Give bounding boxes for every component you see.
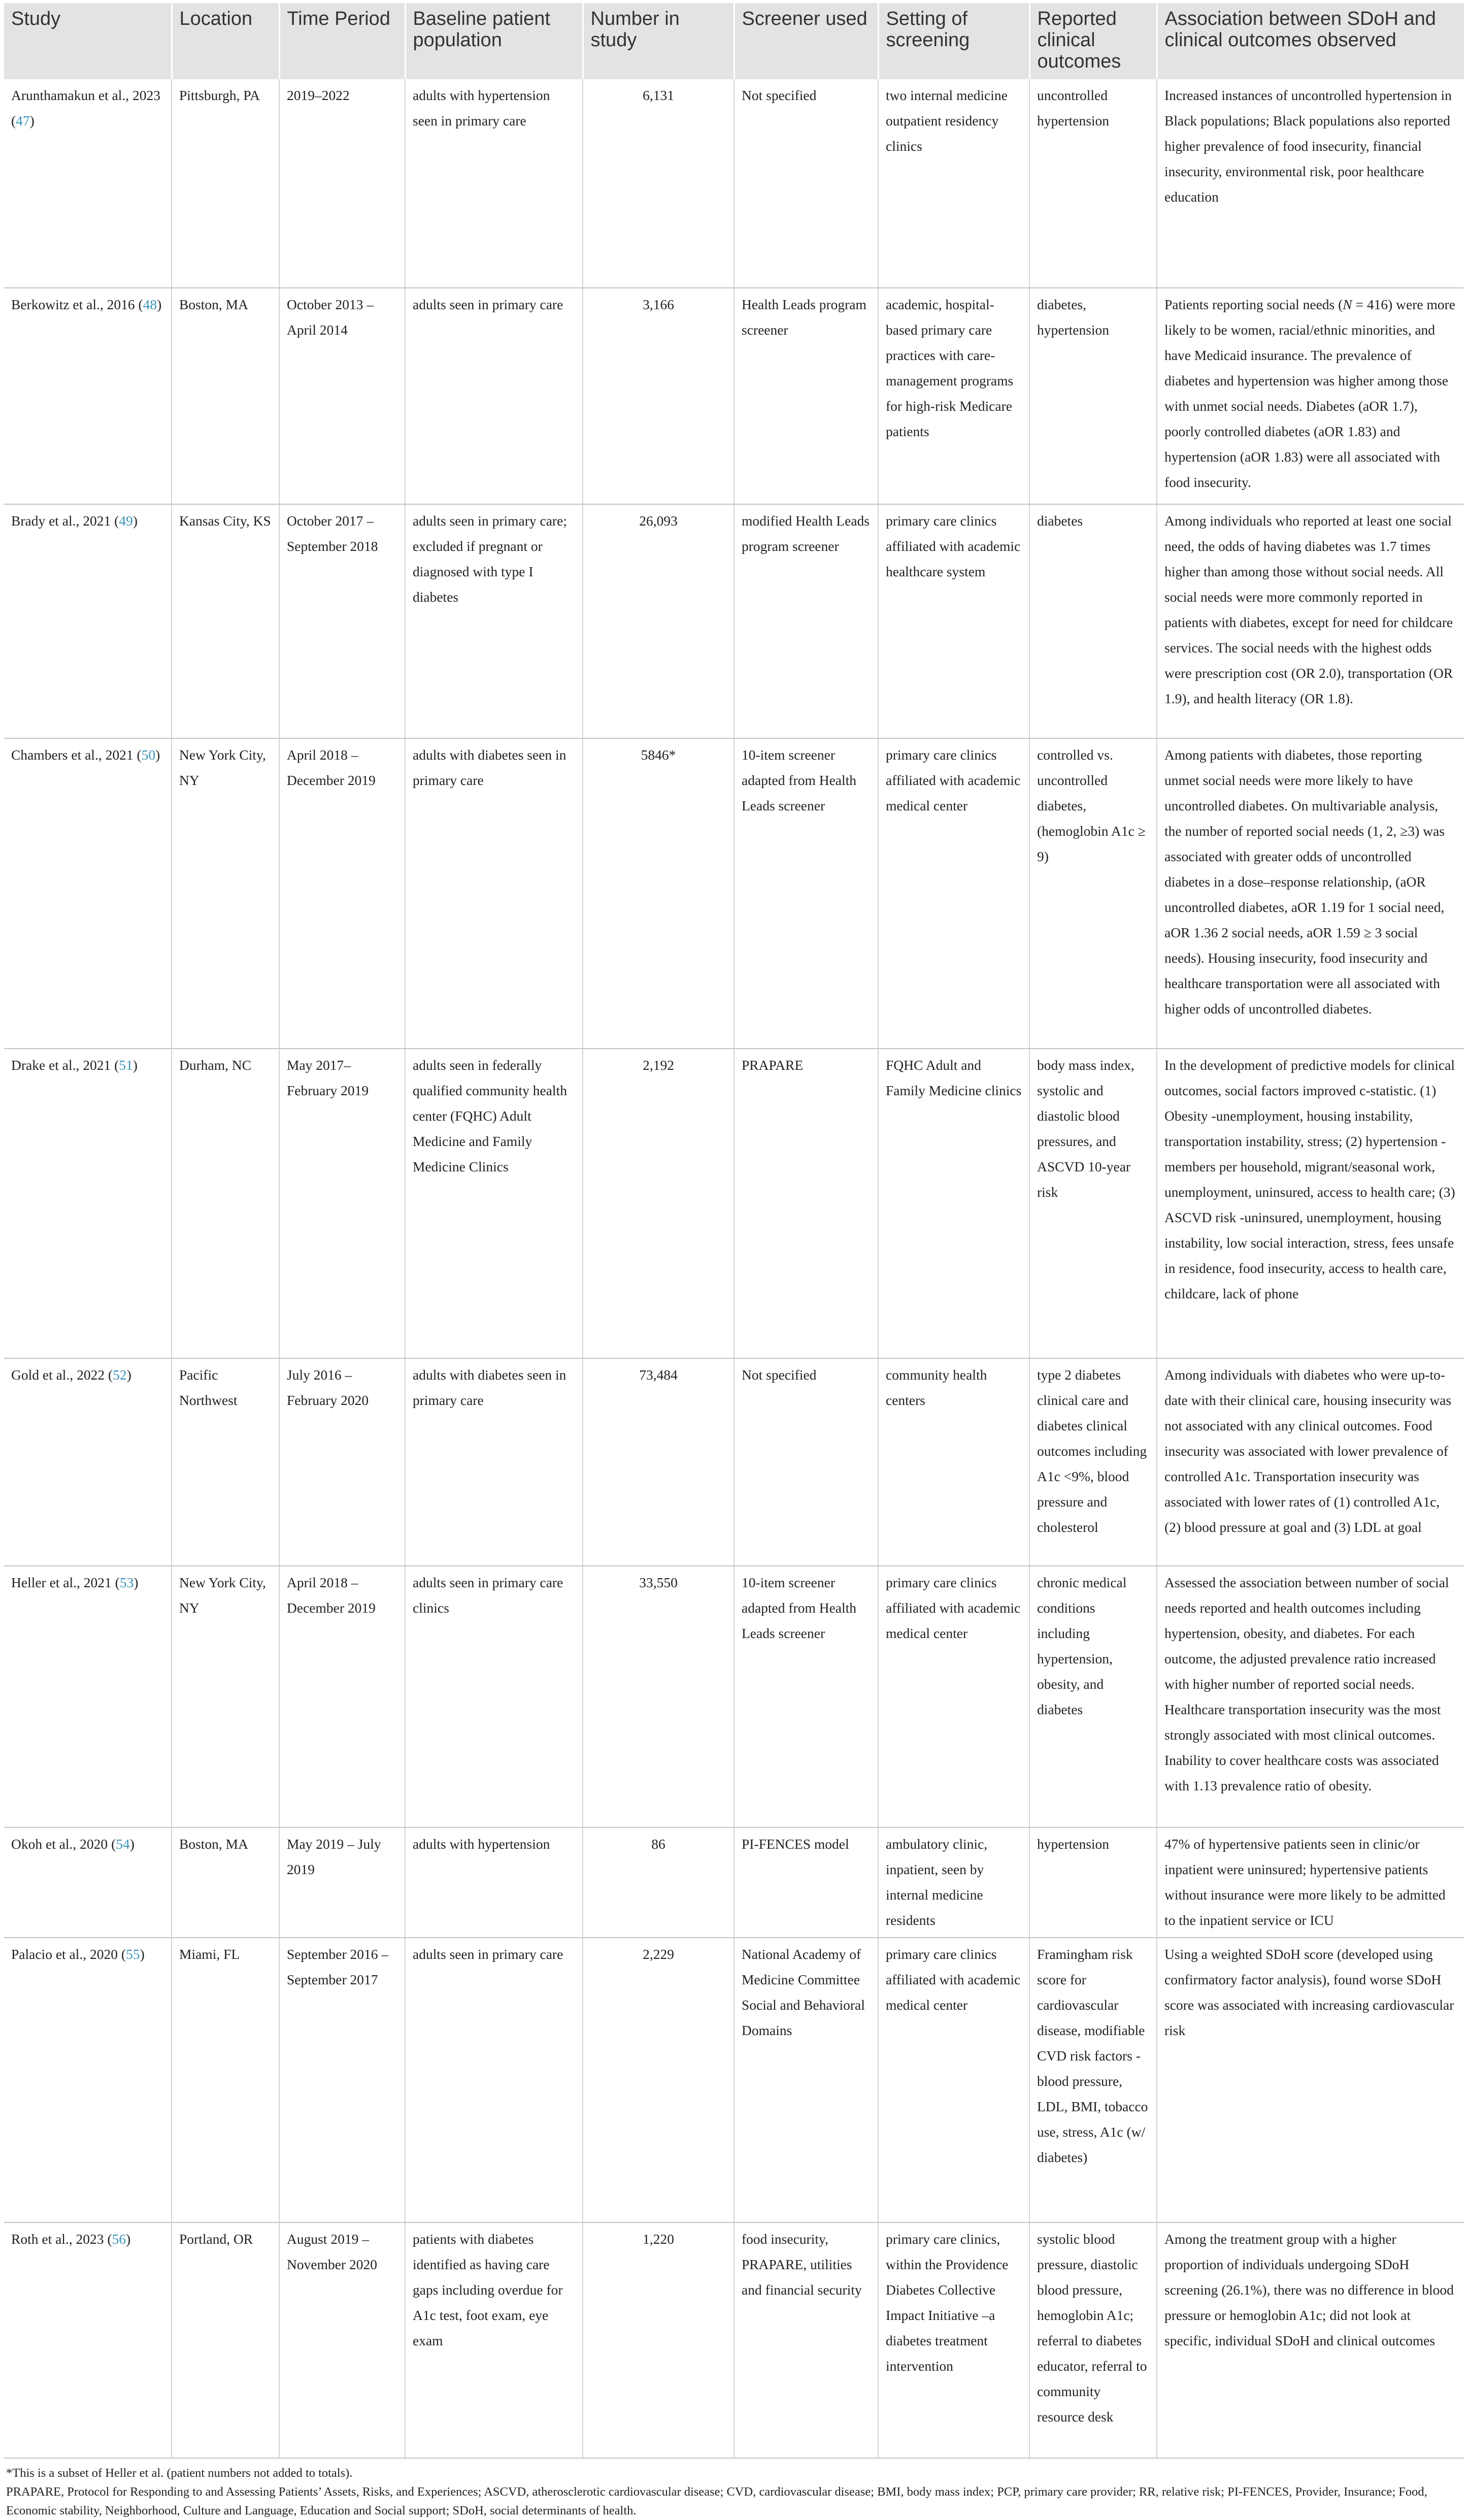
- cell-population: adults seen in primary care: [405, 1938, 583, 2222]
- cell-location: New York City, NY: [172, 738, 279, 1049]
- table-header-row: [4, 3, 1464, 79]
- document-page: [4, 3, 1464, 2520]
- cell-screener: modified Health Leads program screener: [734, 504, 878, 738]
- header-number-in-study: Number in study: [583, 3, 734, 79]
- cell-location: Durham, NC: [172, 1049, 279, 1358]
- cell-screener: food insecurity, PRAPARE, utilities and financial security: [734, 2222, 878, 2458]
- reference-link[interactable]: 54: [116, 1836, 130, 1852]
- table-row: [4, 1566, 1464, 1827]
- cell-study: Brady et al., 2021 (49): [4, 504, 172, 738]
- reference-link[interactable]: 56: [112, 2231, 126, 2247]
- cell-number: 3,166: [583, 288, 734, 504]
- cell-outcomes: controlled vs. uncontrolled diabetes, (hemoglobin A1c ≥ 9): [1029, 738, 1157, 1049]
- cell-study: Roth et al., 2023 (56): [4, 2222, 172, 2458]
- cell-time-period: July 2016 – February 2020: [279, 1358, 405, 1566]
- cell-location: Boston, MA: [172, 1827, 279, 1938]
- cell-population: adults with hypertension seen in primary care: [405, 79, 583, 288]
- cell-time-period: September 2016 – September 2017: [279, 1938, 405, 2222]
- cell-association: Assessed the association between number of social needs reported and health outcomes including hypertension, obesity, and diabetes. For each outcome, the adjusted prevalence ratio increased with higher number of reported social needs. Healthcare transportation insecurity was the most strongly associated with most clinical outcomes. Inability to cover healthcare costs was associated with 1.13 prevalence ratio of obesity.: [1157, 1566, 1464, 1827]
- cell-population: adults seen in primary care: [405, 288, 583, 504]
- cell-outcomes: diabetes, hypertension: [1029, 288, 1157, 504]
- cell-association: 47% of hypertensive patients seen in clinic/or inpatient were uninsured; hypertensive patients without insurance were more likely to be admitted to the inpatient service or ICU: [1157, 1827, 1464, 1938]
- cell-association: Among individuals who reported at least one social need, the odds of having diabetes was 1.7 times higher than among those without social needs. All social needs were more commonly reported in patients with diabetes, except for need for childcare services. The social needs with the highest odds were prescription cost (OR 2.0), transportation (OR 1.9), and health literacy (OR 1.8).: [1157, 504, 1464, 738]
- cell-setting: community health centers: [878, 1358, 1029, 1566]
- cell-location: New York City, NY: [172, 1566, 279, 1827]
- cell-number: 86: [583, 1827, 734, 1938]
- cell-time-period: April 2018 – December 2019: [279, 1566, 405, 1827]
- cell-number: 2,229: [583, 1938, 734, 2222]
- cell-population: adults seen in primary care clinics: [405, 1566, 583, 1827]
- cell-location: Miami, FL: [172, 1938, 279, 2222]
- cell-location: Boston, MA: [172, 288, 279, 504]
- table-row: [4, 288, 1464, 504]
- cell-number: 6,131: [583, 79, 734, 288]
- cell-number: 1,220: [583, 2222, 734, 2458]
- cell-screener: Health Leads program screener: [734, 288, 878, 504]
- cell-setting: two internal medicine outpatient residency clinics: [878, 79, 1029, 288]
- table-row: [4, 1358, 1464, 1566]
- cell-location: Portland, OR: [172, 2222, 279, 2458]
- cell-outcomes: hypertension: [1029, 1827, 1157, 1938]
- cell-setting: primary care clinics affiliated with academic healthcare system: [878, 504, 1029, 738]
- cell-study: Chambers et al., 2021 (50): [4, 738, 172, 1049]
- table-row: [4, 738, 1464, 1049]
- cell-screener: 10-item screener adapted from Health Leads screener: [734, 1566, 878, 1827]
- cell-location: Pittsburgh, PA: [172, 79, 279, 288]
- reference-link[interactable]: 50: [141, 747, 156, 763]
- table-row: [4, 504, 1464, 738]
- cell-study: Okoh et al., 2020 (54): [4, 1827, 172, 1938]
- cell-association: Among the treatment group with a higher proportion of individuals undergoing SDoH screening (26.1%), there was no difference in blood pressure or hemoglobin A1c; did not look at specific, individual SDoH and clinical outcomes: [1157, 2222, 1464, 2458]
- cell-outcomes: Framingham risk score for cardiovascular disease, modifiable CVD risk factors -blood pressure, LDL, BMI, tobacco use, stress, A1c (w/ diabetes): [1029, 1938, 1157, 2222]
- cell-time-period: August 2019 –November 2020: [279, 2222, 405, 2458]
- cell-setting: primary care clinics affiliated with academic medical center: [878, 738, 1029, 1049]
- cell-screener: 10-item screener adapted from Health Leads screener: [734, 738, 878, 1049]
- cell-population: adults seen in primary care; excluded if pregnant or diagnosed with type I diabetes: [405, 504, 583, 738]
- cell-number: 2,192: [583, 1049, 734, 1358]
- reference-link[interactable]: 48: [143, 297, 157, 312]
- cell-setting: primary care clinics, within the Providence Diabetes Collective Impact Initiative –a diabetes treatment intervention: [878, 2222, 1029, 2458]
- reference-link[interactable]: 55: [126, 1946, 140, 1962]
- cell-screener: National Academy of Medicine Committee Social and Behavioral Domains: [734, 1938, 878, 2222]
- table-row: [4, 1827, 1464, 1938]
- cell-setting: primary care clinics affiliated with academic medical center: [878, 1938, 1029, 2222]
- cell-screener: PI-FENCES model: [734, 1827, 878, 1938]
- cell-time-period: 2019–2022: [279, 79, 405, 288]
- cell-outcomes: chronic medical conditions including hypertension, obesity, and diabetes: [1029, 1566, 1157, 1827]
- cell-location: Kansas City, KS: [172, 504, 279, 738]
- cell-outcomes: body mass index, systolic and diastolic blood pressures, and ASCVD 10-year risk: [1029, 1049, 1157, 1358]
- cell-outcomes: systolic blood pressure, diastolic blood pressure, hemoglobin A1c; referral to diabetes educator, referral to community resource desk: [1029, 2222, 1157, 2458]
- cell-study: Palacio et al., 2020 (55): [4, 1938, 172, 2222]
- header-reported-outcomes: Reported clinical outcomes: [1029, 3, 1157, 79]
- cell-association: Among individuals with diabetes who were up-to-date with their clinical care, housing insecurity was not associated with any clinical outcomes. Food insecurity was associated with lower prevalence of controlled A1c. Transportation insecurity was associated with lower rates of (1) controlled A1c, (2) blood pressure at goal and (3) LDL at goal: [1157, 1358, 1464, 1566]
- cell-setting: academic, hospital-based primary care practices with care-management programs for high-risk Medicare patients: [878, 288, 1029, 504]
- cell-screener: Not specified: [734, 1358, 878, 1566]
- header-setting-of-screening: Setting of screening: [878, 3, 1029, 79]
- cell-screener: Not specified: [734, 79, 878, 288]
- cell-study: Arunthamakun et al., 2023 (47): [4, 79, 172, 288]
- reference-link[interactable]: 49: [119, 513, 133, 529]
- header-location: Location: [172, 3, 279, 79]
- table-footnotes: [4, 2459, 1464, 2520]
- cell-setting: ambulatory clinic, inpatient, seen by internal medicine residents: [878, 1827, 1029, 1938]
- reference-link[interactable]: 52: [113, 1367, 127, 1383]
- cell-population: adults with diabetes seen in primary care: [405, 1358, 583, 1566]
- cell-study: Gold et al., 2022 (52): [4, 1358, 172, 1566]
- reference-link[interactable]: 51: [119, 1057, 133, 1073]
- cell-association: Increased instances of uncontrolled hypertension in Black populations; Black populations also reported higher prevalence of food insecurity, financial insecurity, environmental risk, poor healthcare education: [1157, 79, 1464, 288]
- cell-location: Pacific Northwest: [172, 1358, 279, 1566]
- cell-study: Drake et al., 2021 (51): [4, 1049, 172, 1358]
- cell-number: 5846*: [583, 738, 734, 1049]
- cell-study: Heller et al., 2021 (53): [4, 1566, 172, 1827]
- cell-outcomes: diabetes: [1029, 504, 1157, 738]
- cell-time-period: May 2017– February 2019: [279, 1049, 405, 1358]
- cell-time-period: October 2017 – September 2018: [279, 504, 405, 738]
- reference-link[interactable]: 53: [119, 1575, 134, 1590]
- cell-time-period: April 2018 – December 2019: [279, 738, 405, 1049]
- cell-number: 33,550: [583, 1566, 734, 1827]
- cell-study: Berkowitz et al., 2016 (48): [4, 288, 172, 504]
- cell-outcomes: uncontrolled hypertension: [1029, 79, 1157, 288]
- table-row: [4, 1049, 1464, 1358]
- cell-time-period: May 2019 – July 2019: [279, 1827, 405, 1938]
- cell-number: 26,093: [583, 504, 734, 738]
- studies-table: [4, 3, 1464, 2459]
- header-time-period: Time Period: [279, 3, 405, 79]
- table-row: [4, 1938, 1464, 2222]
- header-screener-used: Screener used: [734, 3, 878, 79]
- cell-population: patients with diabetes identified as having care gaps including overdue for A1c test, foot exam, eye exam: [405, 2222, 583, 2458]
- cell-association: Using a weighted SDoH score (developed using confirmatory factor analysis), found worse SDoH score was associated with increasing cardiovascular risk: [1157, 1938, 1464, 2222]
- header-study: Study: [4, 3, 172, 79]
- cell-outcomes: type 2 diabetes clinical care and diabetes clinical outcomes including A1c <9%, blood pressure and cholesterol: [1029, 1358, 1157, 1566]
- table-row: [4, 79, 1464, 288]
- cell-time-period: October 2013 – April 2014: [279, 288, 405, 504]
- header-association: Association between SDoH and clinical outcomes observed: [1157, 3, 1464, 79]
- reference-link[interactable]: 47: [16, 113, 30, 128]
- cell-setting: primary care clinics affiliated with academic medical center: [878, 1566, 1029, 1827]
- cell-setting: FQHC Adult and Family Medicine clinics: [878, 1049, 1029, 1358]
- header-baseline-population: Baseline patient population: [405, 3, 583, 79]
- cell-association: Patients reporting social needs (N = 416) were more likely to be women, racial/ethnic minorities, and have Medicaid insurance. The prevalence of diabetes and hypertension was higher among those with unmet social needs. Diabetes (aOR 1.7), poorly controlled diabetes (aOR 1.83) and hypertension (aOR 1.83) were all associated with food insecurity.: [1157, 288, 1464, 504]
- cell-population: adults seen in federally qualified community health center (FQHC) Adult Medicine and Family Medicine Clinics: [405, 1049, 583, 1358]
- cell-association: In the development of predictive models for clinical outcomes, social factors improved c-statistic. (1) Obesity -unemployment, housing instability, transportation instability, stress; (2) hypertension -members per household, migrant/seasonal work, unemployment, uninsured, access to health care; (3) ASCVD risk -uninsured, unemployment, housing instability, low social interaction, stress, fees unsafe in residence, food insecurity, access to health care, childcare, lack of phone: [1157, 1049, 1464, 1358]
- cell-association: Among patients with diabetes, those reporting unmet social needs were more likely to have uncontrolled diabetes. On multivariable analysis, the number of reported social needs (1, 2, ≥3) was associated with greater odds of uncontrolled diabetes in a dose–response relationship, (aOR uncontrolled diabetes, aOR 1.19 for 1 social need, aOR 1.36 2 social needs, aOR 1.59 ≥ 3 social needs). Housing insecurity, food insecurity and healthcare transportation were all associated with higher odds of uncontrolled diabetes.: [1157, 738, 1464, 1049]
- footnote-abbreviations: PRAPARE, Protocol for Responding to and Assessing Patients’ Assets, Risks, and Experiences; ASCVD, atherosclerotic cardiovascular disease; CVD, cardiovascular disease; BMI, body mass index; PCP, primary care provider; RR, relative risk; PI-FENCES, Provider, Insurance; Food, Economic stability, Neighborhood, Culture and Language, Education and Social support; SDoH, social determinants of health.: [6, 2485, 1427, 2517]
- cell-number: 73,484: [583, 1358, 734, 1566]
- cell-population: adults with diabetes seen in primary care: [405, 738, 583, 1049]
- cell-screener: PRAPARE: [734, 1049, 878, 1358]
- footnote-subset: *This is a subset of Heller et al. (patient numbers not added to totals).: [6, 2466, 353, 2480]
- cell-population: adults with hypertension: [405, 1827, 583, 1938]
- table-row: [4, 2222, 1464, 2458]
